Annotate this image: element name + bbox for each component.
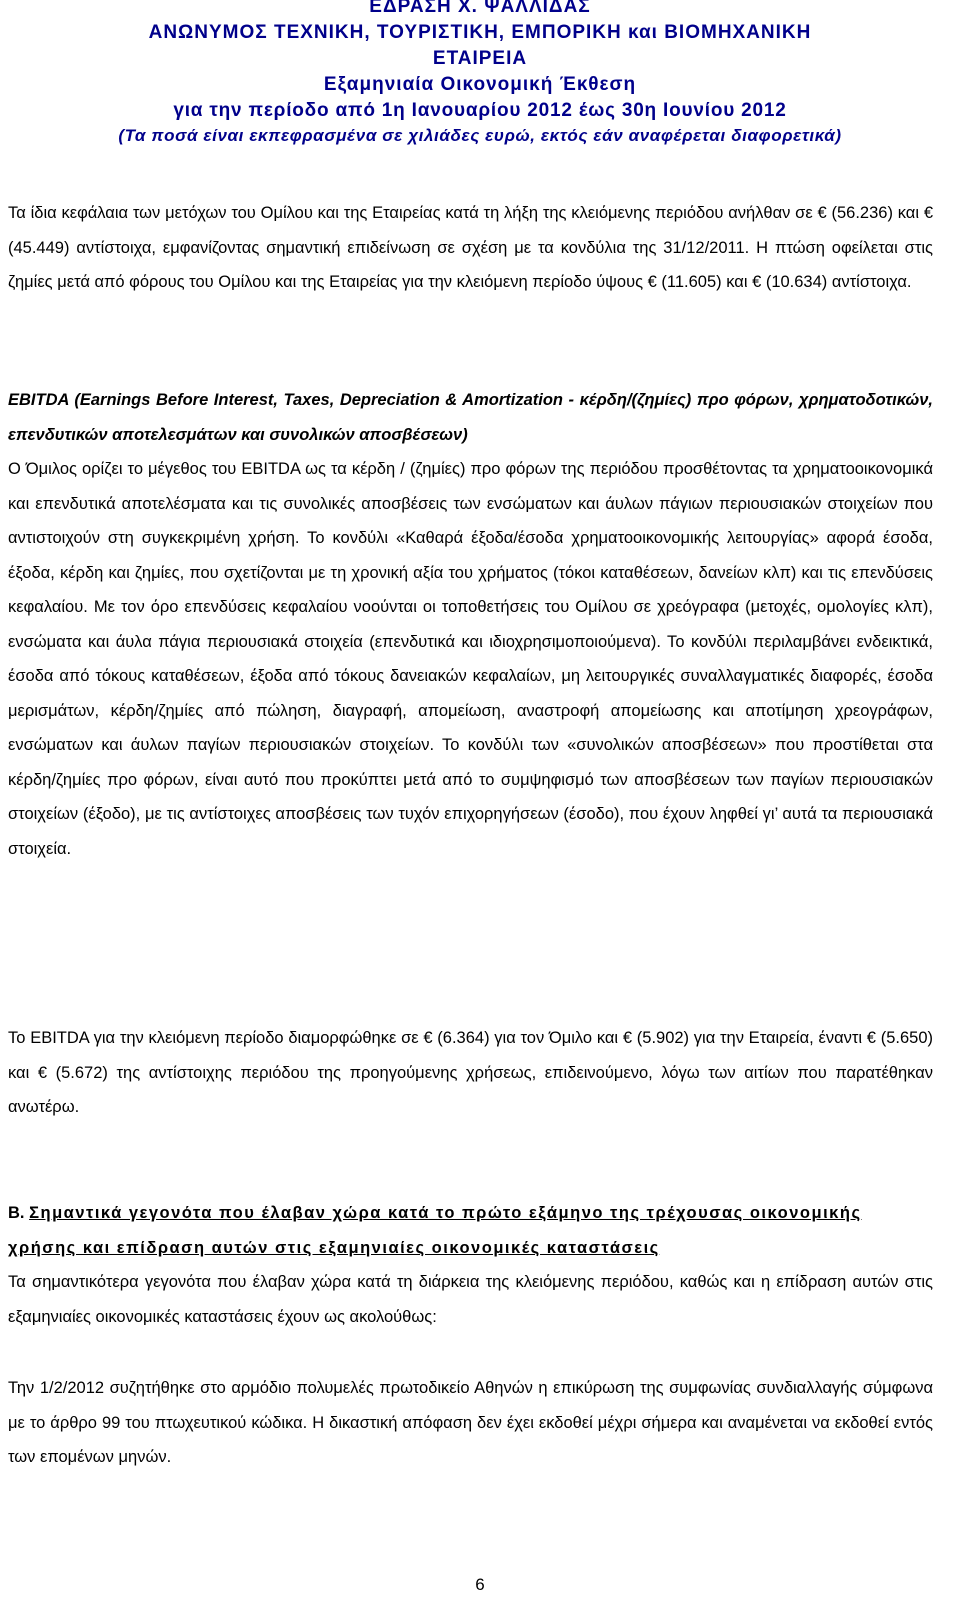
body-text (8, 196, 933, 300)
section-b-label: Β. (8, 1204, 25, 1222)
ebitda-heading: EBITDA (Earnings Before Interest, Taxes, Depreciation & Amortization - κέρδη/(ζημίες) προ φόρων, χρηματοδοτικών, επενδυτικών αποτελεσμάτων και συνολικών αποσβέσεων) (8, 391, 933, 444)
event-block (8, 1371, 933, 1475)
company-type-cont: ΕΤΑΙΡΕΙΑ (432, 48, 528, 69)
company-type: ΑΝΩΝΥΜΟΣ ΤΕΧΝΙΚΗ, ΤΟΥΡΙΣΤΙΚΗ, ΕΜΠΟΡΙΚΗ και ΒΙΟΜΗΧΑΝΙΚΗ (148, 22, 812, 43)
event-1-paragraph: Την 1/2/2012 συζητήθηκε στο αρμόδιο πολυμελές πρωτοδικείο Αθηνών η επικύρωση της συμφωνίας συνδιαλλαγής σύμφωνα με το άρθρο 99 του πτωχευτικού κώδικα. Η δικαστική απόφαση δεν έχει εκδοθεί μέχρι σήμερα και αναμένεται να εκδοθεί εντός των επομένων μηνών. (8, 1379, 933, 1466)
page-number: 6 (475, 1575, 485, 1594)
currency-note: (Τα ποσά είναι εκπεφρασμένα σε χιλιάδες ευρώ, εκτός εάν αναφέρεται διαφορετικά) (118, 126, 842, 145)
report-period: για την περίοδο από 1η Ιανουαρίου 2012 έως 30η Ιουνίου 2012 (173, 100, 787, 121)
section-b (8, 1196, 933, 1334)
events-intro-paragraph: Τα σημαντικότερα γεγονότα που έλαβαν χώρα κατά τη διάρκεια της κλειόμενης περιόδου, καθώς και η επίδραση αυτών στις εξαμηνιαίες οικονομικές καταστάσεις έχουν ως ακολούθως: (8, 1273, 933, 1326)
ebitda-value-paragraph: Το EBITDA για την κλειόμενη περίοδο διαμορφώθηκε σε € (6.364) για τον Όμιλο και € (5.902) για την Εταιρεία, έναντι € (5.650) και € (5.672) της αντίστοιχης περιόδου της προηγούμενης χρήσεως, επιδεινούμενο, λόγω των αιτίων που παρατέθηκαν ανωτέρω. (8, 1029, 933, 1116)
section-b-heading (8, 1196, 933, 1265)
ebitda-value-block (8, 1021, 933, 1125)
ebitda-definition-paragraph: Ο Όμιλος ορίζει το μέγεθος του EBITDA ως τα κέρδη / (ζημίες) προ φόρων της περιόδου προσθέτοντας τα χρηματοοικονομικά και επενδυτικά αποτελέσματα και τις συνολικές αποσβέσεις των ενσώματων και άυλων πάγιων περιουσιακών στοιχείων που αντιστοιχούν στη συγκεκριμένη χρήση. Το κονδύλι «Καθαρά έξοδα/έσοδα χρηματοοικονομικής λειτουργίας» αφορά έσοδα, έξοδα, κέρδη και ζημίες, που σχετίζονται με τη χρονική αξία του χρήματος (τόκοι καταθέσεων, δανείων κλπ) και τις επενδύσεις κεφαλαίου. Με τον όρο επενδύσεις κεφαλαίου νοούνται οι τοποθετήσεις του Ομίλου σε χρεόγραφα (μετοχές, ομολογίες κλπ), ενσώματα και άυλα πάγια περιουσιακά στοιχεία (επενδυτικά και ιδιοχρησιμοποιούμενα). Το κονδύλι περιλαμβάνει ενδεικτικά, έσοδα από τόκους καταθέσεων, έξοδα από τόκους δανειακών κεφαλαίων, μη λειτουργικές συναλλαγματικές διαφορές, έσοδα μερισμάτων, κέρδη/ζημίες από πώληση, διαγραφή, απομείωση, αναστροφή απομείωσης και αποτίμηση χρεογράφων, ενσώματων και άυλων παγίων περιουσιακών στοιχείων. Το κονδύλι των «συνολικών αποσβέσεων» που προστίθεται στα κέρδη/ζημίες προ φόρων, είναι αυτό που προκύπτει μετά από το συμψηφισμό των αποσβέσεων των παγίων περιουσιακών στοιχείων (έξοδο), με τις αντίστοιχες αποσβέσεις των τυχόν επιχορηγήσεων (έσοδο), που έχουν ληφθεί γι’ αυτά τα περιουσιακά στοιχεία. (8, 460, 933, 858)
report-title: Εξαμηνιαία Οικονομική Έκθεση (323, 74, 637, 95)
company-name: ΕΔΡΑΣΗ Χ. ΨΑΛΛΙΔΑΣ (369, 0, 591, 17)
equity-paragraph: Τα ίδια κεφάλαια των μετόχων του Ομίλου και της Εταιρείας κατά τη λήξη της κλειόμενης περιόδου ανήλθαν σε € (56.236) και € (45.449) αντίστοιχα, εμφανίζοντας σημαντική επιδείνωση σε σχέση με τα κονδύλια της 31/12/2011. Η πτώση οφείλεται στις ζημίες μετά από φόρους του Ομίλου και της Εταιρείας για την κλειόμενη περίοδο ύψους € (11.605) και € (10.634) αντίστοιχα. (8, 204, 933, 291)
ebitda-section (8, 383, 933, 866)
section-b-title: Σημαντικά γεγονότα που έλαβαν χώρα κατά το πρώτο εξάμηνο της τρέχουσας οικονομικής χρήσης και επίδραση αυτών στις εξαμηνιαίες οικονομικές καταστάσεις (8, 1204, 862, 1257)
report-header (0, 0, 960, 148)
